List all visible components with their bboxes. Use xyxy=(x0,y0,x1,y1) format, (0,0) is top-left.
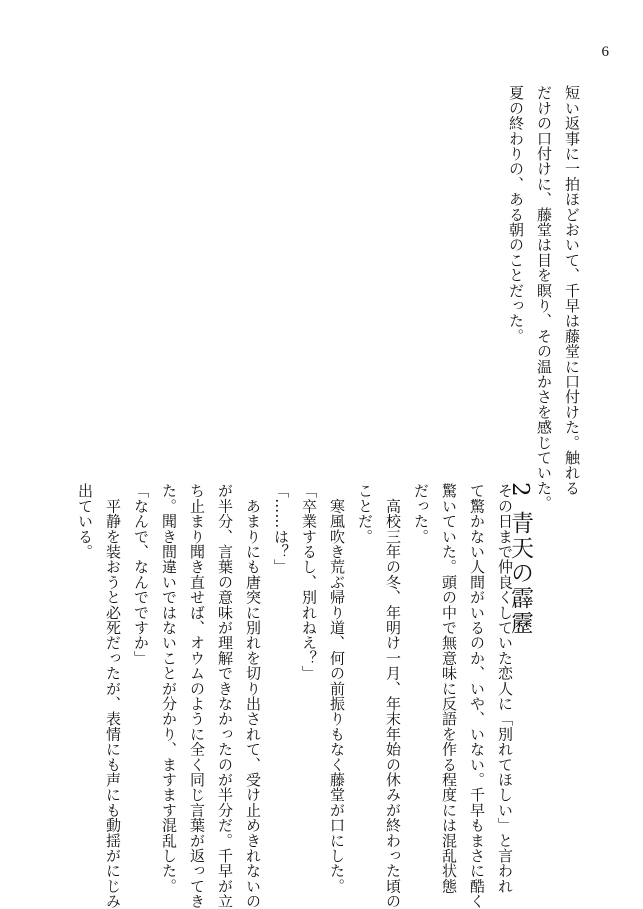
chapter-number: 2 xyxy=(507,482,533,499)
opening-paragraph: 短い返事に一拍ほどおいて、千早は藤堂に口付けた。触れる だけの口付けに、藤堂は目を瞑り、その温かさを感じていた。 夏の終わりの、ある朝のことだった。 xyxy=(507,85,581,511)
chapter-body-text: その日まで仲良くしていた恋人に「別れてほしい」と言われ て驚かない人間がいるのか、いや、いない。千早もまさに酷く 驚いていた。頭の中で無意味に反語を作る程度には混乱状態 だった。 高校三年の冬、年明け一月、年末年始の休みが終わった頃の ことだ。 寒風吹き荒ぶ帰り道、何の前振りもなく藤堂が口にした。 「卒業するし、別れねえ？」 「……は？」 あまりにも唐突に別れを切り出されて、受け止めきれないの が半分、言葉の意味が理解できなかったのが半分だ。千早が立 ち止まり聞き直せば、オウムのように全く同じ言葉が返ってき た。聞き間違いではないことが分かり、ますます混乱した。 「なんで、なんでですか」 平静を装おうと必死だったが、表情にも声にも動揺がにじみ 出ている。 xyxy=(76,483,514,909)
chapter-title: 青天の霹靂 xyxy=(507,510,533,636)
page-number: 6 xyxy=(601,44,609,60)
